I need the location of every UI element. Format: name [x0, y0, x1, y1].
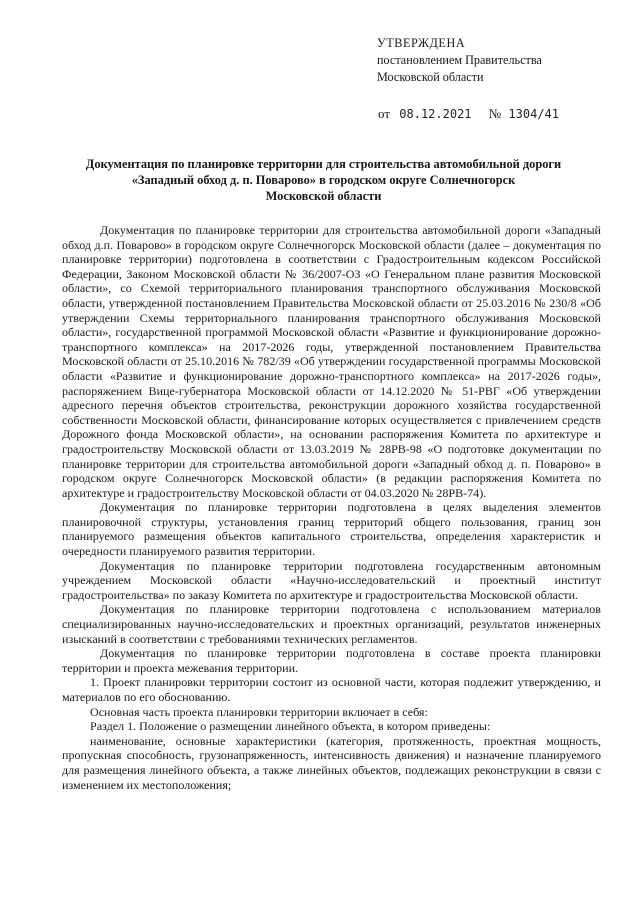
document-title	[50, 156, 597, 204]
date-prefix: от	[378, 106, 391, 121]
approval-line-2: Московской области	[377, 70, 484, 84]
title-line-1: Документация по планировке территории для строительства автомобильной дороги	[85, 157, 562, 171]
paragraph-naming: наименование, основные характеристики (категория, протяженность, проектная мощность, пропускная способность, грузонапряженность, интенсивность движения) и назначение планируемого для размещения линейного объекта, а также линейных объектов, подлежащих реконструкции в связи с изменением их местоположения;	[62, 733, 601, 792]
paragraph-intro: Документация по планировке территории для строительства автомобильной дороги «Западный обход д.п. Поварово» в городском округе Солнечногорск Московской области (далее – документация по планировке территории) подготовлена в соответствии с Градостроительным кодексом Российской Федерации, Законом Московской области № 36/2007-ОЗ «О Генеральном плане развития Московской области», со Схемой территориального планирования транспортного обслуживания Московской области, утвержденной постановлением Правительства Московской области от 25.03.2016 № 230/8 «Об утверждении Схемы территориального планирования транспортного обслуживания Московской области», государственной программой Московской области «Развитие и функционирование дорожно-транспортного комплекса» на 2017-2026 годы, утвержденной постановлением Правительства Московской области от 25.10.2016 № 782/39 «Об утверждении государственной программы Московской области «Развитие и функционирование дорожно-транспортного комплекса» на 2017-2026 годы», распоряжением Вице-губернатора Московской области от 14.12.2020 № 51-РВГ «Об утверждении адресного перечня объектов строительства, реконструкции дорожного хозяйства государственной собственности Московской области, финансирование которых осуществляется с привлечением средств Дорожного фонда Московской области», на основании распоряжения Комитета по архитектуре и градостроительству Московской области от 13.03.2019 № 28РВ-98 «О подготовке документации по планировке территории для строительства автомобильной дороги «Западный обход д. п. Поварово» в городском округе Солнечногорск Московской области» (в редакции распоряжения Комитета по архитектуре и градостроительству Московской области от 04.03.2020 № 28РВ-74).	[62, 223, 601, 500]
document-body	[62, 223, 601, 792]
paragraph-item-1: 1. Проект планировки территории состоит из основной части, которая подлежит утверждению, и материалов по его обоснованию.	[62, 675, 601, 704]
approval-line-1: постановлением Правительства	[377, 53, 542, 67]
paragraph-materials: Документация по планировке территории подготовлена с использованием материалов специализированных научно-исследовательских и проектных организаций, результатов инженерных изысканий в соответствии с требованиями технических регламентов.	[62, 602, 601, 646]
title-line-2: «Западный обход д. п. Поварово» в городском округе Солнечногорск	[131, 173, 516, 187]
decree-number: 1304/41	[508, 107, 559, 121]
paragraph-main-part: Основная часть проекта планировки территории включает в себя:	[90, 704, 428, 719]
paragraph-composition: Документация по планировке территории подготовлена в составе проекта планировки территории и проекта межевания территории.	[62, 646, 601, 675]
decree-date: 08.12.2021	[399, 107, 472, 121]
paragraph-developer: Документация по планировке территории подготовлена государственным автономным учреждением Московской области «Научно-исследовательский и проектный институт градостроительства» по заказу Комитета по архитектуре и градостроительства Московской области.	[62, 558, 601, 602]
paragraph-purpose: Документация по планировке территории подготовлена в целях выделения элементов планировочной структуры, установления границ территорий общего пользования, границ зон планируемого размещения объектов капитального строительства, определения характеристик и очередности планируемого развития территории.	[62, 500, 601, 559]
title-line-3: Московской области	[265, 189, 382, 203]
approval-title: УТВЕРЖДЕНА	[377, 36, 466, 50]
paragraph-section-1: Раздел 1. Положение о размещении линейного объекта, в котором приведены:	[90, 719, 491, 734]
number-prefix: №	[488, 106, 502, 121]
approval-stamp	[377, 35, 559, 123]
decree-line	[378, 105, 559, 123]
